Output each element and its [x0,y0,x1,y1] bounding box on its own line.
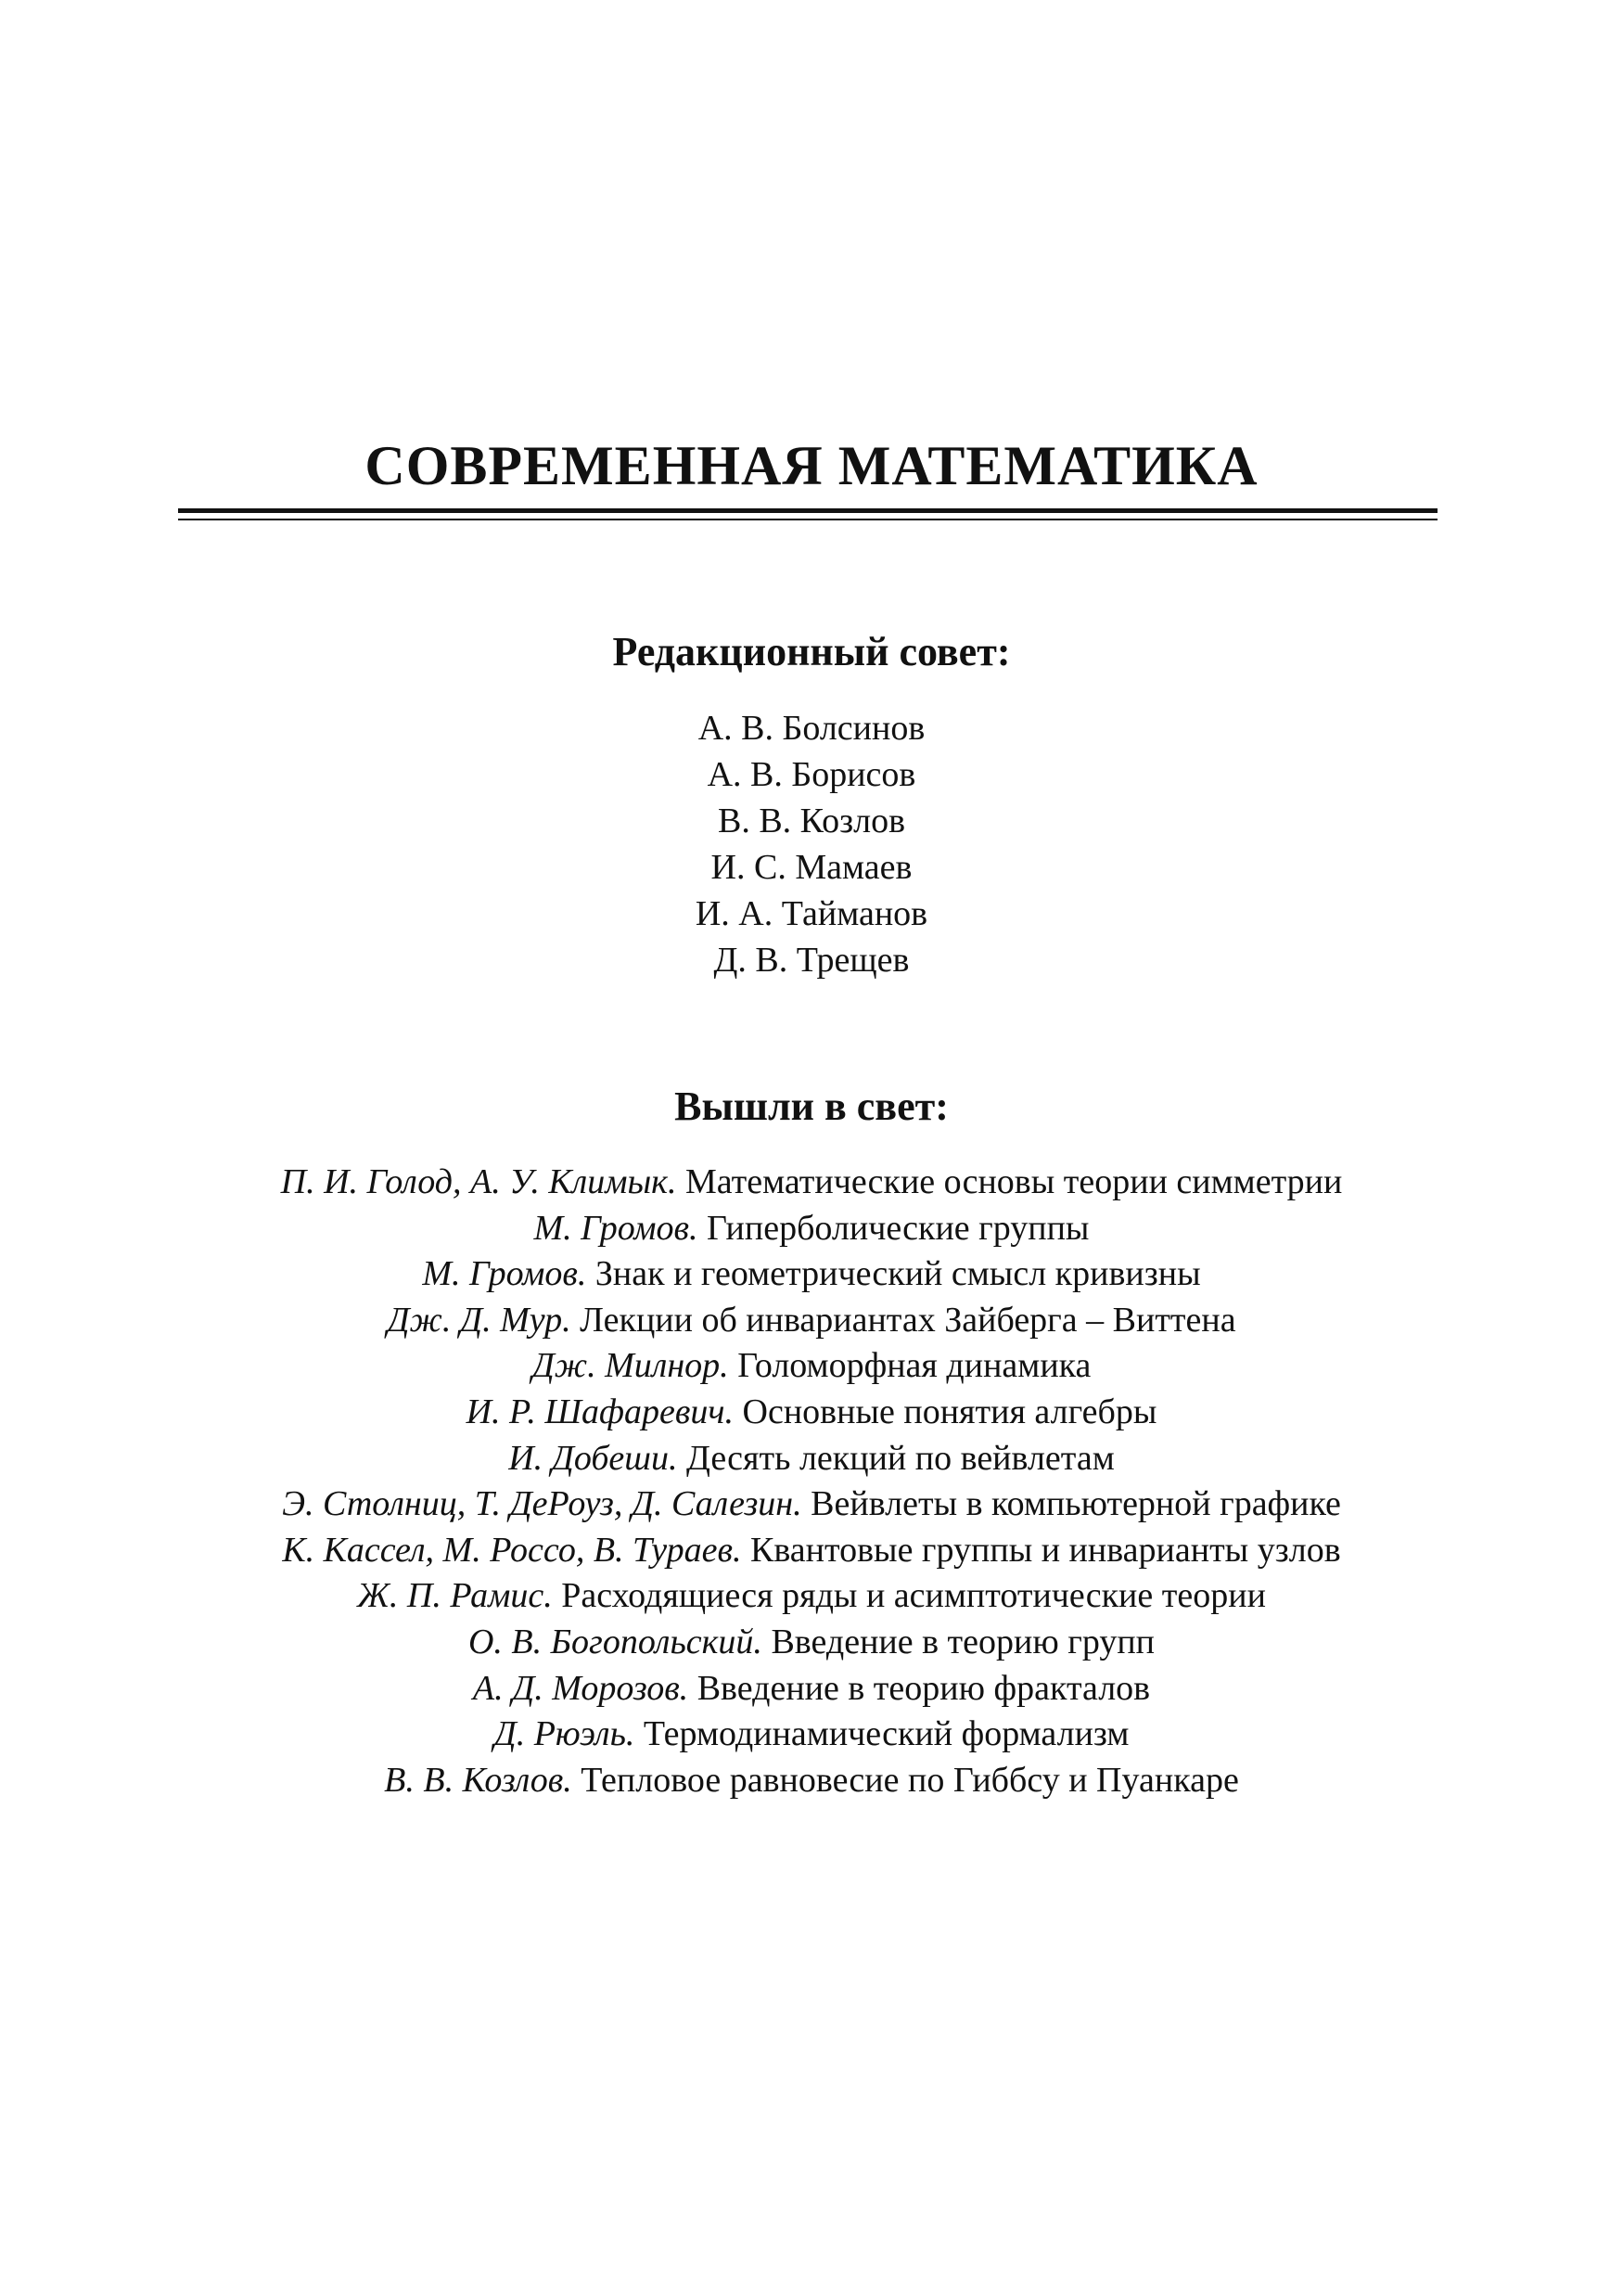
rule-thin [178,519,1438,520]
book-author: Дж. Д. Мур. [387,1300,571,1340]
book-author: М. Громов. [422,1254,587,1294]
book-entry [0,1573,1623,1620]
editorial-board-heading: Редакционный совет: [612,629,1011,674]
board-member: И. А. Тайманов [695,894,928,933]
book-author: М. Громов. [533,1208,698,1248]
book-author: И. Р. Шафаревич. [466,1392,735,1431]
book-entry [0,1620,1623,1666]
series-title: СОВРЕМЕННАЯ МАТЕМАТИКА [364,435,1259,496]
book-entry [0,1528,1623,1574]
book-author: П. И. Голод, А. У. Климык. [280,1162,677,1201]
book-title: Лекции об инвариантах Зайберга – Виттена [580,1300,1236,1340]
published-heading: Вышли в свет: [674,1084,949,1129]
book-title: Введение в теорию групп [771,1622,1156,1661]
board-member: Д. В. Трещев [713,941,910,980]
book-title: Голоморфная динамика [737,1346,1092,1386]
book-author: А. Д. Морозов. [472,1668,689,1708]
book-title: Десять лекций по вейвлетам [685,1438,1115,1478]
book-author: В. В. Козлов. [384,1760,572,1800]
book-author: Э. Столниц, Т. ДеРоуз, Д. Салезин. [282,1484,802,1524]
book-entry [0,1390,1623,1436]
book-author: К. Кассел, М. Россо, В. Тураев. [282,1530,742,1570]
editorial-board-list [0,705,1623,983]
board-member: И. С. Мамаев [710,848,913,887]
book-title: Гиперболические группы [707,1208,1090,1248]
book-title: Знак и геометрический смысл кривизны [594,1254,1201,1294]
book-entry [0,1666,1623,1712]
book-entry [0,1758,1623,1804]
title-double-rule [178,508,1438,527]
book-title: Квантовые группы и инварианты узлов [750,1530,1341,1570]
book-author: О. В. Богопольский. [467,1622,762,1661]
book-author: Ж. П. Рамис. [357,1576,553,1616]
published-books-list [0,1160,1623,1803]
book-title: Основные понятия алгебры [742,1392,1157,1431]
book-title: Тепловое равновесие по Гиббсу и Пуанкаре [581,1760,1239,1800]
book-author: Д. Рюэль. [493,1714,635,1754]
board-member: А. В. Борисов [707,755,916,794]
rule-thick [178,508,1438,513]
book-entry [0,1206,1623,1252]
book-entry [0,1251,1623,1298]
book-title: Математические основы теории симметрии [684,1162,1343,1201]
book-author: Дж. Милнор. [531,1346,729,1386]
book-title: Термодинамический формализм [643,1714,1130,1754]
book-author: И. Добеши. [508,1438,678,1478]
book-title: Вейвлеты в компьютерной графике [811,1484,1341,1524]
book-entry [0,1160,1623,1206]
book-title: Введение в теорию фракталов [696,1668,1151,1708]
book-entry [0,1481,1623,1528]
board-member: А. В. Болсинов [697,709,926,748]
book-entry [0,1298,1623,1344]
book-title: Расходящиеся ряды и асимптотические теории [561,1576,1266,1616]
board-member: В. В. Козлов [717,802,906,840]
book-entry [0,1436,1623,1482]
book-entry [0,1343,1623,1390]
book-entry [0,1712,1623,1758]
